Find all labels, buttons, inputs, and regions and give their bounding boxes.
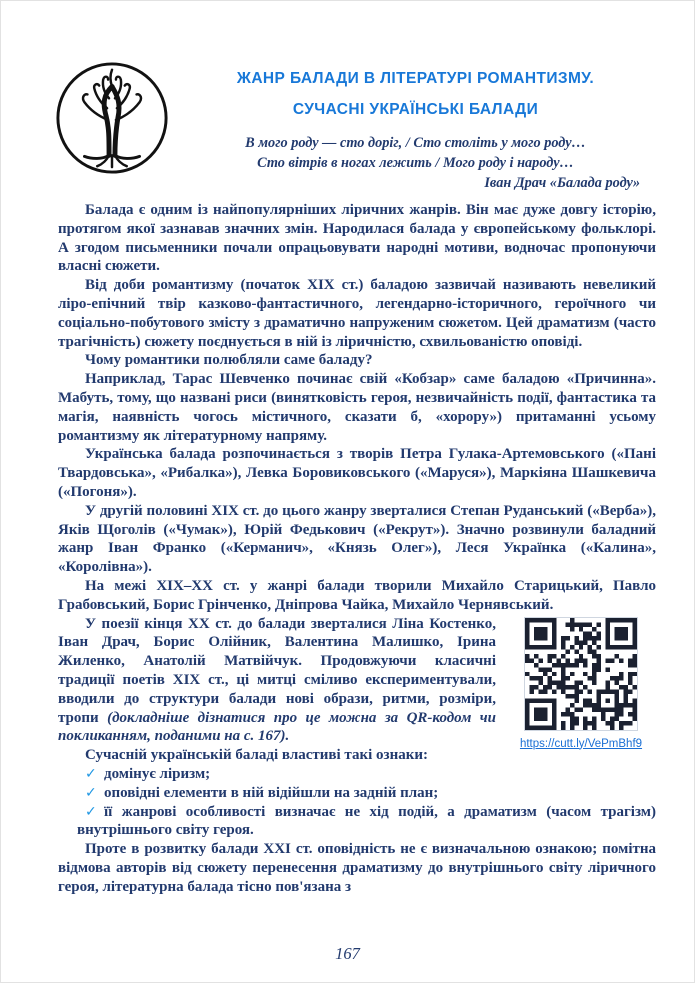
checkmark-icon: ✓ (85, 803, 97, 820)
checkmark-icon: ✓ (85, 784, 97, 801)
feature-item-3 (58, 803, 656, 841)
paragraph-origins: Українська балада розпочинається з творів Петра Гулака-Артемовського («Пані Твардовська», «Рибалка»), Левка Боровиковського («Маруся»), Маркіяна Шашкевича («Погоня»). (58, 446, 656, 500)
page-number: 167 (335, 944, 360, 963)
epigraph-attribution: Іван Драч «Балада роду» (484, 174, 640, 191)
paragraph-19th-century: У другій половині XIX ст. до цього жанру зверталися Степан Руданський («Верба»), Яків Щоголів («Чумак»), Юрій Федькович («Рекрут»). Значно розвинули баладний жанр Іван Франко («Керманич», «Князь Олег»), Леся Українка («Калина», «Королівна»). (58, 502, 656, 576)
epigraph (175, 133, 656, 193)
paragraph-intro: Балада є одним із найпопулярніших ліричних жанрів. Він має дуже довгу історію, протягом якої зазнавав значних змін. Народилася балада у європейському фольклорі. А згодом письменники почали опрацьовувати народні мотиви, водночас пропонуючи власні сюжети. (58, 202, 656, 275)
chapter-title-line2: СУЧАСНІ УКРАЇНСЬКІ БАЛАДИ (292, 101, 539, 119)
feature-item-2 (58, 784, 656, 803)
paragraph-20th-century (58, 615, 656, 750)
feature-item-1 (58, 765, 656, 784)
header-text (175, 1, 656, 193)
page-header (1, 1, 694, 197)
paragraph-qr-note: (докладніше дізнатися про це можна за QR-кодом чи покликанням, поданими на с. 167). (58, 709, 497, 745)
paragraph-turn-of-century: На межі XIX–XX ст. у жанрі балади творили Михайло Старицький, Павло Грабовський, Борис Грінченко, Дніпрова Чайка, Михайло Чернявський. (58, 577, 656, 613)
paragraph-closing: Проте в розвитку балади XXI ст. оповідність не є визначальною ознакою; помітна відмова авторів від сюжету перенесення драматизму до внутрішнього світу ліричного героя, літературна балада тісно пов'язана з (58, 841, 656, 895)
qr-block (506, 618, 656, 754)
feature-item-3-text: її жанрові особливості визначає не хід подій, а драматизм (часом трагізм) внутрішнього світу героя. (77, 803, 656, 839)
tree-of-life-logo-icon (53, 59, 171, 177)
paragraph-shevchenko: Наприклад, Тарас Шевченко починає свій «Кобзар» саме баладою «Причинна». Мабуть, тому, що названі риси (винятковість героя, незвичайність події, фантастика та магія, наявність чогось містичного, сказати б, «хорору») притаманні усьому романтизму як літературному напряму. (58, 371, 656, 444)
body-text (58, 201, 656, 896)
chapter-title-line1: ЖАНР БАЛАДИ В ЛІТЕРАТУРІ РОМАНТИЗМУ. (236, 70, 595, 87)
epigraph-line2: Сто вітрів в ногах лежить / Мого роду і народу… (257, 154, 574, 171)
epigraph-line1: В мого роду — сто доріг, / Сто століть у мого роду… (245, 134, 586, 151)
feature-item-1-text: домінує ліризм; (104, 765, 211, 782)
paragraph-20th-century-text: У поезії кінця XX ст. до балади зверталися Ліна Костенко, Іван Драч, Борис Олійник, Валентина Малишко, Ірина Жиленко, Анатолій Матвійчук. Продовжуючи класичні традиції поетів XIX ст., ці митці сміливо експериментували, вводили до структури балади нові образи, ритми, розміри, тропи (58, 615, 496, 726)
qr-link[interactable]: https://cutt.ly/VePmBhf9 (519, 737, 643, 750)
paragraph-question: Чому романтики полюбляли саме баладу? (85, 352, 373, 369)
feature-item-2-text: оповідні елементи в ній відійшли на задній план; (104, 784, 439, 801)
qr-code-icon (525, 618, 637, 730)
features-intro: Сучасній українській баладі властиві такі ознаки: (85, 747, 428, 764)
paragraph-romanticism: Від доби романтизму (початок XIX ст.) баладою зазвичай називають невеликий ліро-епічний твір казково-фантастичного, легендарно-історичного, героїчного чи соціально-побутового змісту з драматично напруженим сюжетом. Цей драматизм (часто трагічність) сюжету поєднується в ній із ліричністю, схвильованістю оповіді. (58, 277, 656, 350)
checkmark-icon: ✓ (85, 765, 97, 782)
